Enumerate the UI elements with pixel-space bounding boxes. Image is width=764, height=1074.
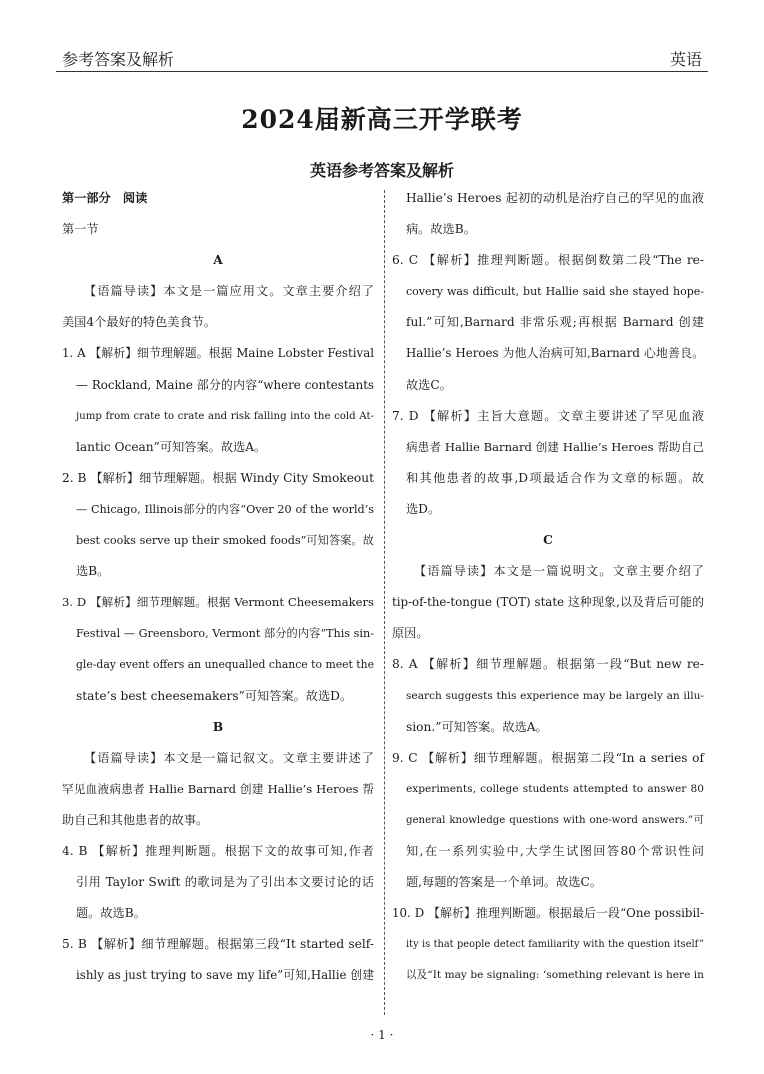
text-line: 题。故选B。 bbox=[76, 906, 146, 921]
text-line: lantic Ocean”可知答案。故选A。 bbox=[76, 439, 267, 454]
text-line: 题,每题的答案是一个单词。故选C。 bbox=[406, 875, 603, 890]
text-line: 9. C 【解析】细节理解题。根据第二段“In a series of bbox=[392, 750, 704, 765]
text-line: 5. B 【解析】细节理解题。根据第三段“It started self- bbox=[62, 937, 374, 952]
passage-label-a: A bbox=[213, 253, 223, 268]
text-line: 病。故选B。 bbox=[406, 222, 476, 237]
text-line: 以及“It may be signaling: ‘something relevant is here in bbox=[406, 969, 704, 982]
text-line: state’s best cheesemakers”可知答案。故选D。 bbox=[76, 688, 353, 703]
text-line: best cooks serve up their smoked foods”可知答案。故 bbox=[76, 534, 374, 548]
subsection-heading: 第一节 bbox=[62, 222, 99, 237]
header-left: 参考答案及解析 bbox=[62, 50, 175, 69]
text-line: 【语篇导读】本文是一篇记叙文。文章主要讲述了 bbox=[84, 750, 374, 765]
text-line: 原因。 bbox=[392, 626, 429, 641]
text-line: search suggests this experience may be largely an illu- bbox=[406, 689, 704, 702]
text-line: 选B。 bbox=[76, 564, 110, 579]
text-line: Festival — Greensboro, Vermont 部分的内容“This sin- bbox=[76, 627, 374, 641]
passage-label-b: B bbox=[212, 719, 224, 734]
text-line: 知,在一系列实验中,大学生试图回答80个常识性问 bbox=[406, 843, 704, 858]
text-line: covery was difficult, but Hallie said she stayed hope- bbox=[406, 285, 704, 299]
text-line: 10. D 【解析】推理判断题。根据最后一段“One possibil- bbox=[392, 906, 704, 921]
passage-label-c: C bbox=[543, 533, 553, 548]
page-subtitle: 英语参考答案及解析 bbox=[309, 161, 454, 180]
text-line: 罕见血液病患者 Hallie Barnard 创建 Hallie’s Heroes 帮 bbox=[62, 781, 374, 796]
column-divider bbox=[384, 190, 385, 1015]
text-line: tip-of-the-tongue (TOT) state 这种现象,以及背后可能的 bbox=[392, 595, 704, 610]
text-line: 4. B 【解析】推理判断题。根据下文的故事可知,作者 bbox=[62, 843, 374, 858]
page-title: 2024届新高三开学联考 bbox=[241, 105, 523, 134]
text-line: ishly as just trying to save my life”可知,Hallie 创建 bbox=[76, 968, 374, 983]
left-column bbox=[62, 183, 374, 991]
text-line: 3. D 【解析】细节理解题。根据 Vermont Cheesemakers bbox=[62, 595, 374, 610]
text-line: 引用 Taylor Swift 的歌词是为了引出本文要讨论的话 bbox=[76, 875, 374, 890]
text-line: — Chicago, Illinois部分的内容“Over 20 of the world’s bbox=[76, 502, 374, 516]
text-line: 7. D 【解析】主旨大意题。文章主要讲述了罕见血液 bbox=[392, 408, 704, 423]
text-line: Hallie’s Heroes 为他人治病可知,Barnard 心地善良。 bbox=[406, 346, 704, 361]
page-number: · 1 · bbox=[370, 1028, 394, 1042]
text-line: experiments, college students attempted to answer 80 bbox=[406, 782, 704, 795]
text-line: 选D。 bbox=[406, 501, 441, 516]
text-line: 8. A 【解析】细节理解题。根据第一段“But new re- bbox=[392, 657, 704, 672]
text-line: — Rockland, Maine 部分的内容“where contestants bbox=[76, 377, 374, 392]
text-line: 助自己和其他患者的故事。 bbox=[62, 812, 209, 827]
section-heading: 第一部分 阅读 bbox=[62, 191, 148, 205]
text-line: general knowledge questions with one-word answers.”可 bbox=[406, 814, 704, 826]
text-line: Hallie’s Heroes 起初的动机是治疗自己的罕见的血液 bbox=[406, 191, 704, 205]
text-line: 故选C。 bbox=[406, 377, 452, 392]
text-line: 美国4个最好的特色美食节。 bbox=[62, 315, 217, 330]
text-line: jump from crate to crate and risk falling into the cold At- bbox=[76, 410, 374, 422]
text-line: 【语篇导读】本文是一篇应用文。文章主要介绍了 bbox=[84, 284, 374, 299]
text-line: gle-day event offers an unequalled chance to meet the bbox=[76, 658, 374, 672]
text-line: 【语篇导读】本文是一篇说明文。文章主要介绍了 bbox=[414, 564, 704, 579]
text-line: ity is that people detect familiarity with the question itself” bbox=[406, 939, 704, 951]
header-right: 英语 bbox=[669, 50, 702, 69]
text-line: 和其他患者的故事,D项最适合作为文章的标题。故 bbox=[406, 470, 704, 485]
text-line: sion.”可知答案。故选A。 bbox=[406, 719, 548, 734]
text-line: 病患者 Hallie Barnard 创建 Hallie’s Heroes 帮助自己 bbox=[406, 439, 704, 454]
text-line: 6. C 【解析】推理判断题。根据倒数第二段“The re- bbox=[392, 253, 704, 268]
text-line: 2. B 【解析】细节理解题。根据 Windy City Smokeout bbox=[62, 470, 374, 485]
header-rule bbox=[56, 71, 708, 72]
text-line: ful.”可知,Barnard 非常乐观;再根据 Barnard 创建 bbox=[406, 315, 704, 330]
right-column bbox=[392, 183, 704, 991]
text-line: 1. A 【解析】细节理解题。根据 Maine Lobster Festival bbox=[62, 346, 374, 361]
